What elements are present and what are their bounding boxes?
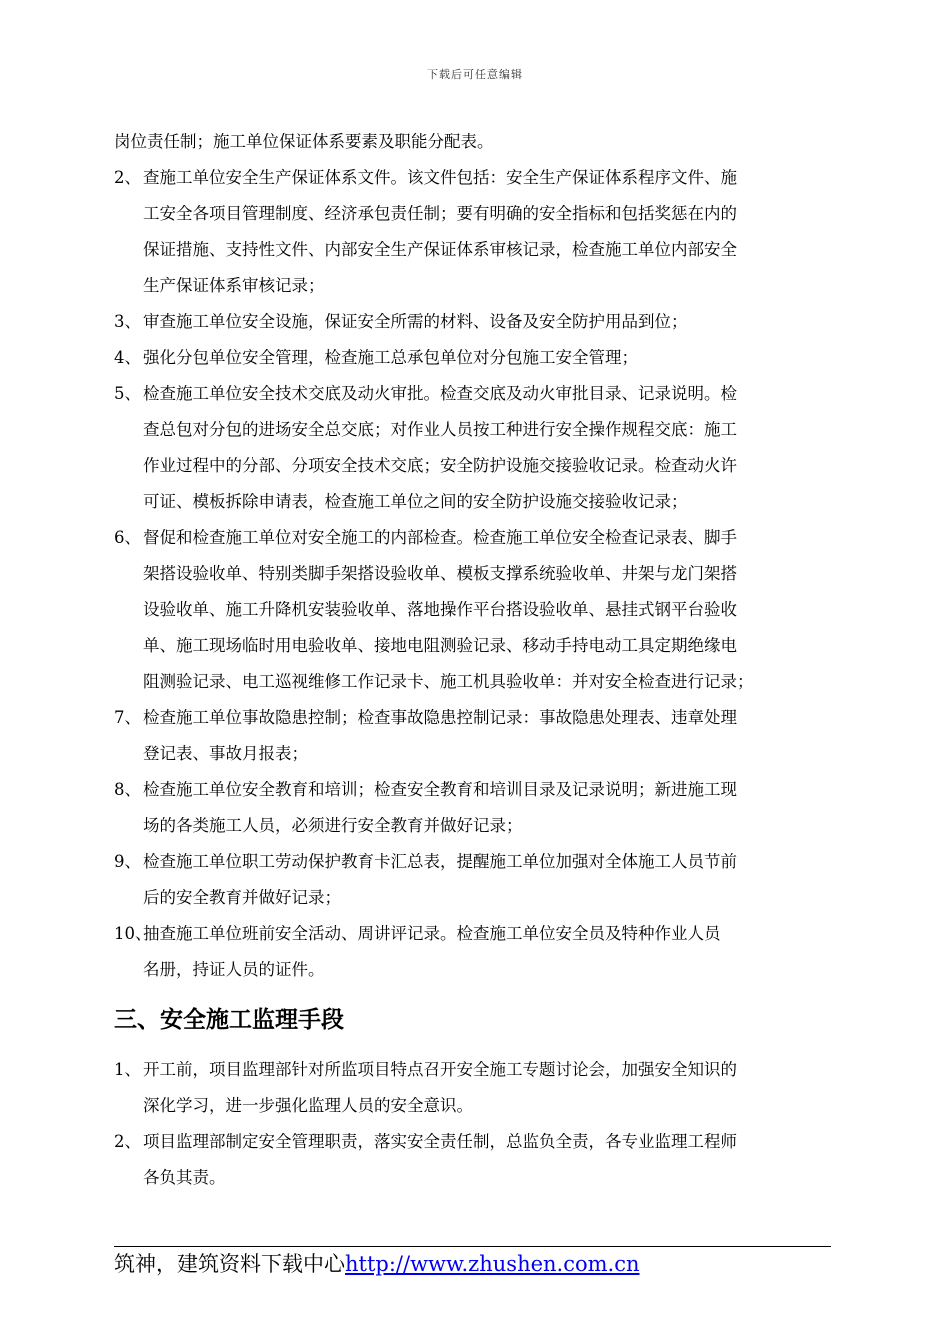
list-item-number: 6、 — [114, 528, 141, 547]
list-item-number: 10、 — [114, 924, 152, 943]
list-item — [114, 376, 840, 520]
list-item-line: 设验收单、施工升降机安装验收单、落地操作平台搭设验收单、悬挂式钢平台验收 — [143, 600, 737, 619]
list-item-line: 生产保证体系审核记录； — [143, 276, 325, 295]
list-item-number: 2、 — [114, 1132, 141, 1151]
list-item-line: 场的各类施工人员，必须进行安全教育并做好记录； — [143, 816, 523, 835]
list-item-line: 单、施工现场临时用电验收单、接地电阻测验记录、移动手持电动工具定期绝缘电 — [143, 636, 737, 655]
list-item-line: 督促和检查施工单位对安全施工的内部检查。检查施工单位安全检查记录表、脚手 — [143, 528, 737, 547]
list-item — [114, 1052, 840, 1124]
list-item-number: 1、 — [114, 1060, 141, 1079]
footer-link[interactable]: http://www.zhushen.com.cn — [345, 1252, 640, 1276]
list-item-number: 4、 — [114, 348, 141, 367]
continuation-paragraph: 岗位责任制；施工单位保证体系要素及职能分配表。 — [114, 132, 494, 151]
section-heading-3: 三、安全施工监理手段 — [114, 1007, 344, 1033]
list-item-number: 5、 — [114, 384, 141, 403]
list-item — [114, 844, 840, 916]
list-item-line: 检查施工单位事故隐患控制；检查事故隐患控制记录：事故隐患处理表、违章处理 — [143, 708, 737, 727]
list-item — [114, 772, 840, 844]
list-item-line: 后的安全教育并做好记录； — [143, 888, 341, 907]
list-item-line: 开工前，项目监理部针对所监项目特点召开安全施工专题讨论会，加强安全知识的 — [143, 1060, 737, 1079]
list-item-number: 9、 — [114, 852, 141, 871]
list-item-line: 可证、模板拆除申请表，检查施工单位之间的安全防护设施交接验收记录； — [143, 492, 688, 511]
supervision-means-list — [114, 1052, 840, 1196]
list-item-line: 检查施工单位职工劳动保护教育卡汇总表，提醒施工单位加强对全体施工人员节前 — [143, 852, 737, 871]
list-item-line: 检查施工单位安全技术交底及动火审批。检查交底及动火审批目录、记录说明。检 — [143, 384, 737, 403]
list-item-line: 作业过程中的分部、分项安全技术交底；安全防护设施交接验收记录。检查动火许 — [143, 456, 737, 475]
list-item-line: 阻测验记录、电工巡视维修工作记录卡、施工机具验收单：并对安全检查进行记录； — [143, 672, 754, 691]
footer-text: 筑神，建筑资料下载中心 — [114, 1252, 345, 1276]
list-item — [114, 520, 840, 700]
footer — [114, 1250, 640, 1278]
list-item-number: 8、 — [114, 780, 141, 799]
list-item-line: 名册，持证人员的证件。 — [143, 960, 325, 979]
inspection-list — [114, 160, 840, 988]
list-item — [114, 160, 840, 304]
list-item — [114, 916, 840, 988]
list-item-line: 项目监理部制定安全管理职责，落实安全责任制，总监负全责，各专业监理工程师 — [143, 1132, 737, 1151]
list-item-line: 查总包对分包的进场安全总交底；对作业人员按工种进行安全操作规程交底：施工 — [143, 420, 737, 439]
list-item-line: 查施工单位安全生产保证体系文件。该文件包括：安全生产保证体系程序文件、施 — [143, 168, 737, 187]
document-body — [114, 124, 840, 1196]
list-item — [114, 1124, 840, 1196]
list-item-number: 3、 — [114, 312, 141, 331]
footer-divider — [114, 1246, 831, 1247]
list-item-line: 审查施工单位安全设施，保证安全所需的材料、设备及安全防护用品到位； — [143, 312, 688, 331]
list-item-line: 工安全各项目管理制度、经济承包责任制；要有明确的安全指标和包括奖惩在内的 — [143, 204, 737, 223]
header-note: 下载后可任意编辑 — [427, 68, 523, 81]
list-item-line: 架搭设验收单、特别类脚手架搭设验收单、模板支撑系统验收单、井架与龙门架搭 — [143, 564, 737, 583]
list-item-line: 各负其责。 — [143, 1168, 226, 1187]
list-item-line: 保证措施、支持性文件、内部安全生产保证体系审核记录，检查施工单位内部安全 — [143, 240, 737, 259]
list-item — [114, 304, 840, 340]
list-item — [114, 700, 840, 772]
list-item-line: 深化学习，进一步强化监理人员的安全意识。 — [143, 1096, 473, 1115]
list-item-line: 登记表、事故月报表； — [143, 744, 308, 763]
list-item-line: 强化分包单位安全管理，检查施工总承包单位对分包施工安全管理； — [143, 348, 638, 367]
list-item-number: 2、 — [114, 168, 141, 187]
list-item-line: 检查施工单位安全教育和培训；检查安全教育和培训目录及记录说明；新进施工现 — [143, 780, 737, 799]
list-item-line: 抽查施工单位班前安全活动、周讲评记录。检查施工单位安全员及特种作业人员 — [143, 924, 721, 943]
list-item-number: 7、 — [114, 708, 141, 727]
list-item — [114, 340, 840, 376]
